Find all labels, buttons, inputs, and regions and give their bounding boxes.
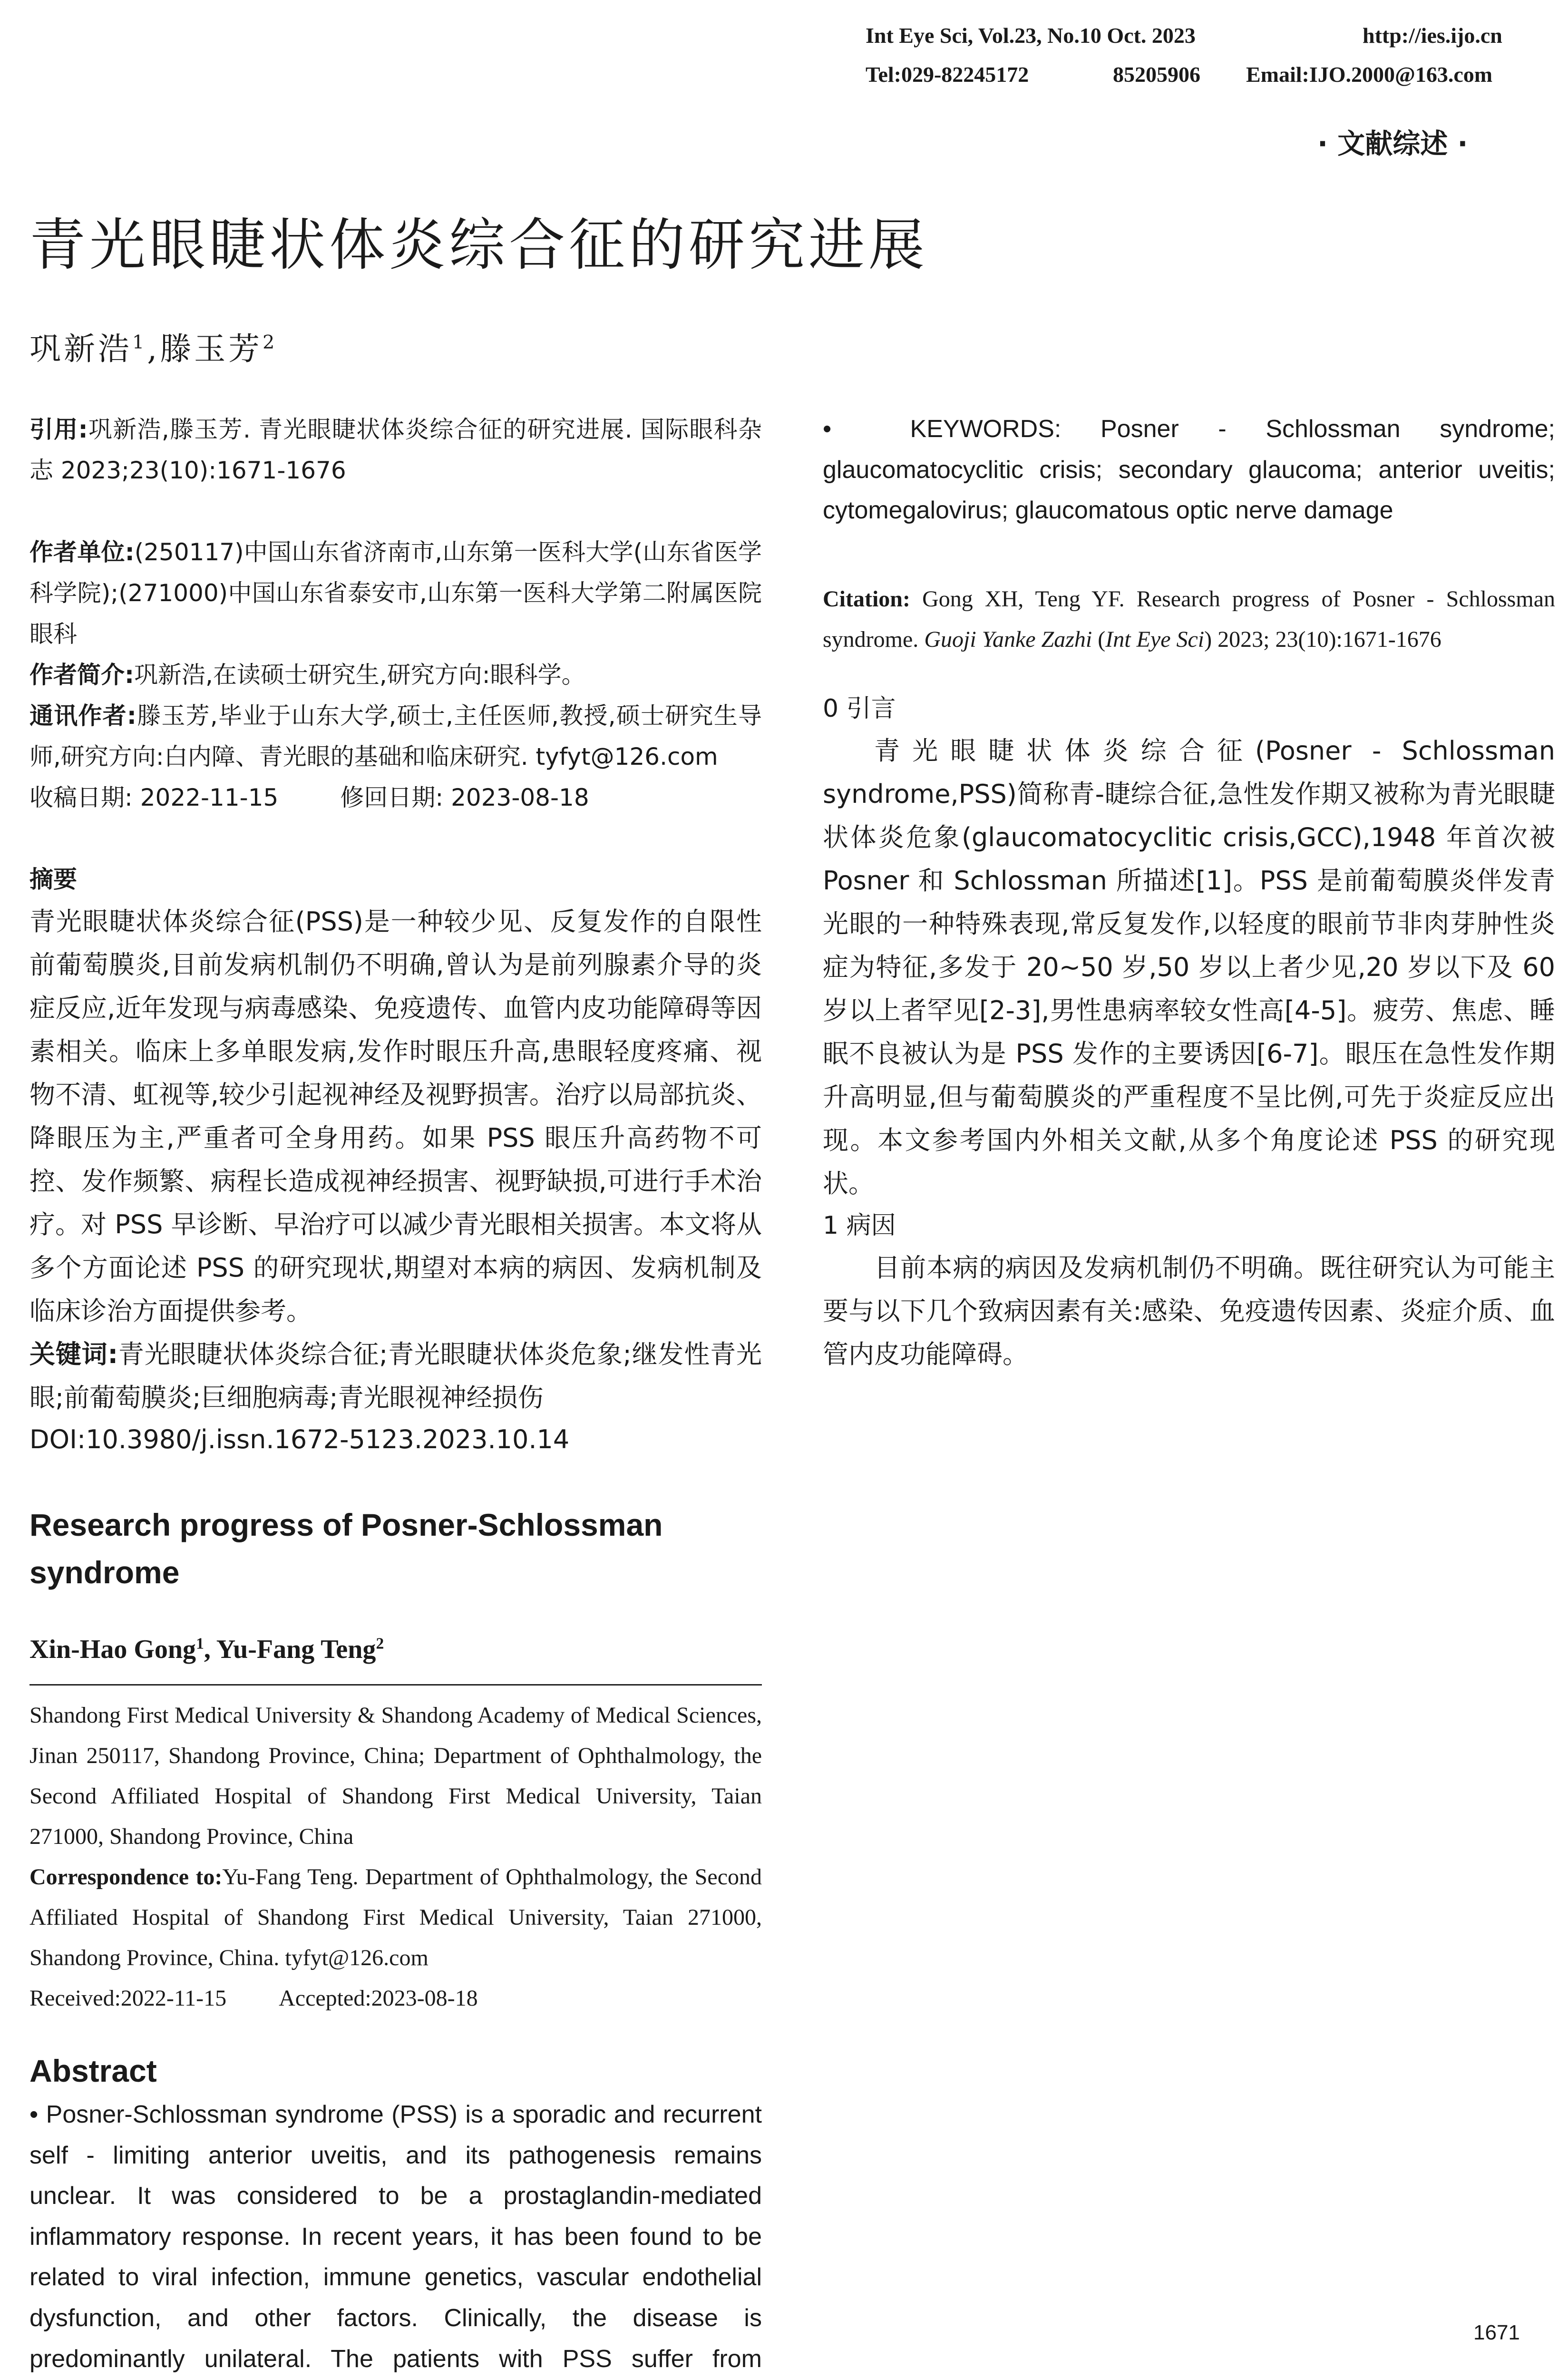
sec1-heading: 1 病因 <box>823 1211 896 1240</box>
author-2-cn: 滕玉芳 <box>160 331 263 367</box>
citation-cn-label: 引用: <box>29 416 88 443</box>
received-en: Received:2022-11-15 <box>29 1986 227 2011</box>
bio-cn <box>29 654 762 695</box>
corr-cn-label: 通讯作者: <box>29 702 136 730</box>
dates-en <box>29 1978 762 2018</box>
journal-url[interactable]: http://ies.ijo.cn <box>1363 23 1502 48</box>
author-1-en-sup: 1 <box>196 1635 204 1653</box>
corr-en-label: Correspondence to: <box>29 1864 223 1890</box>
keywords-cn-label: 关键词: <box>29 1339 118 1369</box>
revised-cn: 修回日期: 2023-08-18 <box>340 784 589 811</box>
citation-cn <box>29 409 762 491</box>
corr-en <box>29 1857 762 1978</box>
section-label: · 文献综述 · <box>1317 127 1468 160</box>
authors-en <box>29 1629 762 1670</box>
abstract-cn-heading: 摘要 <box>29 866 77 893</box>
abstract-cn-text: 青光眼睫状体炎综合征(PSS)是一种较少见、反复发作的自限性前葡萄膜炎,目前发病机制仍不明确,曾认为是前列腺素介导的炎症反应,近年发现与病毒感染、免疫遗传、血管内皮功能障碍等因素相关。临床上多单眼发病,发作时眼压升高,患眼轻度疼痛、视物不清、虹视等,较少引起视神经及视野损害。治疗以局部抗炎、降眼压为主,严重者可全身用药。如果 PSS 眼压升高药物不可控、发作频繁、病程长造成视神经损害、视野缺损,可进行手术治疗。对 PSS 早诊断、早治疗可以减少青光眼相关损害。本文将从多个方面论述 PSS 的研究现状,期望对本病的病因、发病机制及临床诊治方面提供参考。 <box>29 906 762 1326</box>
journal-tel2: 85205906 <box>1113 62 1200 87</box>
author-1-sup: 1 <box>132 331 147 353</box>
page-title: 青光眼睫状体炎综合征的研究进展 <box>29 212 929 278</box>
intro-text: 青光眼睫状体炎综合征(Posner - Schlossman syndrome,PSS)简称青-睫综合征,急性发作期又被称为青光眼睫状体炎危象(glaucomatocyclitic crisis,GCC),1948 年首次被 Posner 和 Schlossman 所描述[1]。PSS 是前葡萄膜炎伴发青光眼的一种特殊表现,常反复发作,以轻度的眼前节非肉芽肿性炎症为特征,多发于 20~50 岁,50 岁以上者少见,20 岁以下及 60 岁以上者罕见[2-3],男性患病率较女性高[4-5]。疲劳、焦虑、睡眠不良被认为是 PSS 发作的主要诱因[6-7]。眼压在急性发作期升高明显,但与葡萄膜炎的严重程度不呈比例,可先于炎症反应出现。本文参考国内外相关文献,从多个角度论述 PSS 的研究现状。 <box>823 735 1555 1199</box>
bio-cn-label: 作者简介: <box>29 661 134 689</box>
bio-cn-text: 巩新浩,在读硕士研究生,研究方向:眼科学。 <box>134 661 585 689</box>
intro-heading: 0 引言 <box>823 694 896 723</box>
citation-cn-text: 巩新浩,滕玉芳. 青光眼睫状体炎综合征的研究进展. 国际眼科杂志 2023;23(10):1671-1676 <box>29 416 762 484</box>
received-cn: 收稿日期: 2022-11-15 <box>29 784 279 811</box>
citation-en-text1: Gong XH, Teng YF. Research progress of Posner - Schlossman syndrome. <box>823 586 1555 652</box>
keywords-cn-text: 青光眼睫状体炎综合征;青光眼睫状体炎危象;继发性青光眼;前葡萄膜炎;巨细胞病毒;青光眼视神经损伤 <box>29 1339 762 1413</box>
abstract-bullet: • <box>29 2101 39 2128</box>
abstract-en-heading: Abstract <box>29 2053 157 2088</box>
journal-line: Int Eye Sci, Vol.23, No.10 Oct. 2023 <box>866 23 1196 48</box>
title-en: Research progress of Posner-Schlossman syndrome <box>29 1507 663 1590</box>
author-2-sup: 2 <box>263 331 278 353</box>
right-column <box>823 409 1555 1376</box>
abstract-en-start <box>29 2095 762 2378</box>
journal-email[interactable]: Email:IJO.2000@163.com <box>1246 62 1493 87</box>
author-sep-cn: , <box>147 331 160 367</box>
citation-en-abbr: Int Eye Sci <box>1105 626 1205 652</box>
page-number: 1671 <box>1473 2321 1520 2344</box>
author-sep-en: , <box>204 1635 216 1664</box>
corr-en-text: Yu-Fang Teng. Department of Ophthalmology, the Second Affiliated Hospital of Shandong First Medical University, Taian 271000, Shandong Province, China. tyfyt@126.com <box>29 1864 762 1970</box>
keywords-en <box>823 409 1555 531</box>
keywords-en-label: KEYWORDS: <box>910 415 1062 443</box>
citation-en-label: Citation: <box>823 586 910 612</box>
dates-cn <box>29 777 762 818</box>
author-2-en-sup: 2 <box>376 1635 384 1653</box>
affiliation-cn-label: 作者单位: <box>29 538 135 566</box>
affiliation-cn-text: (250117)中国山东省济南市,山东第一医科大学(山东省医学科学院);(271000)中国山东省泰安市,山东第一医科大学第二附属医院眼科 <box>29 538 762 648</box>
author-1-en: Xin-Hao Gong <box>29 1635 196 1664</box>
corr-cn <box>29 695 762 777</box>
abstract-en-text: Posner-Schlossman syndrome (PSS) is a sporadic and recurrent self - limiting anterior uveitis, and its pathogenesis remains unclear. It was considered to be a prostaglandin-mediated inflammatory response. In recent years, it has been found to be related to viral infection, immune genetics, vascular endothelial dysfunction, and other factors. Clinically, the disease is predominantly unilateral. The patients with PSS suffer from <box>29 2101 762 2373</box>
accepted-en: Accepted:2023-08-18 <box>279 1986 478 2011</box>
citation-en-journal: Guoji Yanke Zazhi <box>924 626 1092 652</box>
author-2-en: Yu-Fang Teng <box>216 1635 376 1664</box>
keywords-en-text: Posner - Schlossman syndrome; glaucomatocyclitic crisis; secondary glaucoma; anterior uveitis; cytomegalovirus; glaucomatous optic nerve damage <box>823 415 1555 525</box>
doi[interactable]: DOI:10.3980/j.issn.1672-5123.2023.10.14 <box>29 1424 570 1454</box>
affiliation-cn <box>29 532 762 654</box>
keywords-bullet: • <box>823 415 832 443</box>
left-column <box>29 409 762 2378</box>
citation-en: Citation: Gong XH, Teng YF. Research progress of Posner - Schlossman syndrome. Guoji Yanke Zazhi (Int Eye Sci) 2023; 23(10):1671-1676 <box>823 586 1555 652</box>
sec1-text: 目前本病的病因及发病机制仍不明确。既往研究认为可能主要与以下几个致病因素有关:感染、免疫遗传因素、炎症介质、血管内皮功能障碍。 <box>823 1252 1555 1369</box>
keywords-cn <box>29 1333 762 1419</box>
corr-cn-text: 滕玉芳,毕业于山东大学,硕士,主任医师,教授,硕士研究生导师,研究方向:白内障、青光眼的基础和临床研究. tyfyt@126.com <box>29 702 762 770</box>
journal-tel: Tel:029-82245172 <box>866 62 1029 87</box>
citation-en-text2: 2023; 23(10):1671-1676 <box>1217 626 1441 652</box>
affiliation-en: Shandong First Medical University & Shandong Academy of Medical Sciences, Jinan 250117, Shandong Province, China; Department of Ophthalmology, the Second Affiliated Hospital of Shandong First Medical University, Taian 271000, Shandong Province, China <box>29 1703 762 1849</box>
authors-cn <box>29 323 277 369</box>
author-1-cn: 巩新浩 <box>29 331 132 367</box>
